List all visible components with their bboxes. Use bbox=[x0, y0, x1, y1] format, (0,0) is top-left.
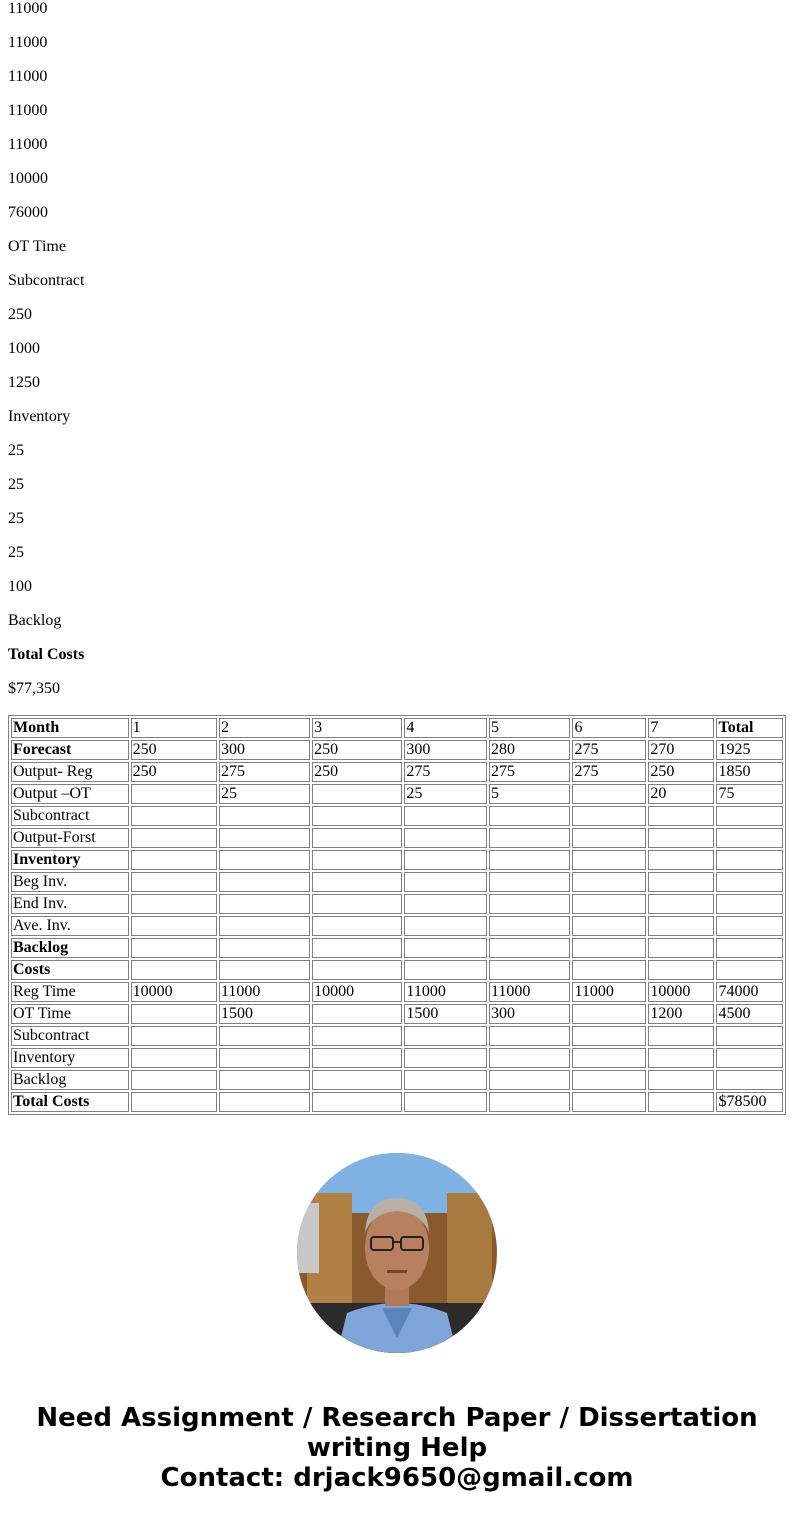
table-cell bbox=[648, 806, 714, 826]
table-cell bbox=[131, 784, 217, 804]
table-cell bbox=[131, 1092, 217, 1112]
row-label: Forecast bbox=[11, 740, 129, 760]
row-label: Subcontract bbox=[11, 1026, 129, 1046]
table-cell: 275 bbox=[572, 740, 646, 760]
table-cell bbox=[716, 1070, 783, 1090]
table-cell: 7 bbox=[648, 718, 714, 738]
footer-line-2: writing Help bbox=[306, 1433, 488, 1463]
text-line: 1250 bbox=[8, 374, 40, 391]
table-cell: 74000 bbox=[716, 982, 783, 1002]
table-cell bbox=[131, 1048, 217, 1068]
table-cell bbox=[219, 916, 310, 936]
table-cell bbox=[131, 894, 217, 914]
row-label: Output- Reg bbox=[11, 762, 129, 782]
table-cell bbox=[648, 828, 714, 848]
text-line: Inventory bbox=[8, 408, 71, 425]
table-cell bbox=[489, 938, 571, 958]
table-cell bbox=[219, 850, 310, 870]
text-line: 11000 bbox=[8, 68, 48, 85]
table-cell bbox=[572, 916, 646, 936]
table-cell: 11000 bbox=[572, 982, 646, 1002]
table-cell bbox=[572, 1092, 646, 1112]
table-row bbox=[11, 806, 783, 826]
table-cell bbox=[648, 894, 714, 914]
table-row bbox=[11, 1048, 783, 1068]
table-cell: 280 bbox=[489, 740, 571, 760]
table-cell: 300 bbox=[489, 1004, 571, 1024]
table-cell bbox=[219, 806, 310, 826]
table-cell: 1925 bbox=[716, 740, 783, 760]
table-row bbox=[11, 938, 783, 958]
table-cell bbox=[572, 784, 646, 804]
text-line: 250 bbox=[8, 306, 32, 323]
table-row bbox=[11, 784, 783, 804]
table-cell bbox=[716, 1026, 783, 1046]
table-cell bbox=[312, 828, 402, 848]
row-label: Costs bbox=[11, 960, 129, 980]
table-cell bbox=[404, 872, 487, 892]
table-cell bbox=[648, 1026, 714, 1046]
table-cell: 1200 bbox=[648, 1004, 714, 1024]
table-cell: 11000 bbox=[219, 982, 310, 1002]
table-cell bbox=[489, 1092, 571, 1112]
table-cell bbox=[404, 806, 487, 826]
table-cell bbox=[716, 894, 783, 914]
table-cell bbox=[312, 1004, 402, 1024]
table-cell bbox=[572, 1070, 646, 1090]
table-row bbox=[11, 960, 783, 980]
table-cell bbox=[131, 960, 217, 980]
table-cell bbox=[312, 1026, 402, 1046]
production-plan-table bbox=[8, 715, 786, 1115]
table-cell bbox=[312, 938, 402, 958]
table-cell: 250 bbox=[131, 762, 217, 782]
table-cell bbox=[131, 1026, 217, 1046]
table-cell bbox=[219, 828, 310, 848]
table-row bbox=[11, 916, 783, 936]
table-cell bbox=[489, 1070, 571, 1090]
text-line: OT Time bbox=[8, 238, 66, 255]
table-cell: 20 bbox=[648, 784, 714, 804]
table-cell bbox=[648, 916, 714, 936]
row-label: Backlog bbox=[11, 938, 129, 958]
table-cell bbox=[404, 916, 487, 936]
table-cell bbox=[716, 960, 783, 980]
table-cell: 275 bbox=[219, 762, 310, 782]
table-cell bbox=[648, 938, 714, 958]
table-cell bbox=[489, 1048, 571, 1068]
table-cell: 5 bbox=[489, 718, 571, 738]
table-row bbox=[11, 828, 783, 848]
table-cell: 300 bbox=[404, 740, 487, 760]
table-cell bbox=[716, 1048, 783, 1068]
table-cell bbox=[404, 1026, 487, 1046]
table-cell: 300 bbox=[219, 740, 310, 760]
table-cell bbox=[312, 850, 402, 870]
row-label: Total Costs bbox=[11, 1092, 129, 1112]
table-cell bbox=[312, 916, 402, 936]
table-cell bbox=[489, 960, 571, 980]
table-cell: 1500 bbox=[404, 1004, 487, 1024]
table-cell: 5 bbox=[489, 784, 571, 804]
table-cell: 4500 bbox=[716, 1004, 783, 1024]
table-cell: 250 bbox=[312, 740, 402, 760]
table-cell: 1500 bbox=[219, 1004, 310, 1024]
table-cell bbox=[489, 894, 571, 914]
row-label: End Inv. bbox=[11, 894, 129, 914]
text-lines bbox=[8, 0, 84, 714]
row-label: Output-Forst bbox=[11, 828, 129, 848]
table-cell: 4 bbox=[404, 718, 487, 738]
text-line: 100 bbox=[8, 578, 32, 595]
table-row bbox=[11, 1004, 783, 1024]
table-row bbox=[11, 740, 783, 760]
table-cell: 270 bbox=[648, 740, 714, 760]
table-cell bbox=[572, 1004, 646, 1024]
table-cell bbox=[219, 1092, 310, 1112]
table-cell bbox=[131, 828, 217, 848]
text-line: 11000 bbox=[8, 0, 48, 17]
table-cell bbox=[404, 894, 487, 914]
table-cell bbox=[489, 872, 571, 892]
table-row bbox=[11, 718, 783, 738]
table-cell bbox=[219, 960, 310, 980]
table-cell bbox=[648, 1092, 714, 1112]
table-cell: 1 bbox=[131, 718, 217, 738]
person-photo-icon bbox=[297, 1153, 497, 1353]
table-cell: 6 bbox=[572, 718, 646, 738]
table-row bbox=[11, 850, 783, 870]
footer-contact bbox=[0, 1403, 794, 1493]
text-line: 11000 bbox=[8, 102, 48, 119]
table-cell bbox=[489, 1026, 571, 1046]
table-cell bbox=[404, 1070, 487, 1090]
table-cell bbox=[648, 1048, 714, 1068]
table-cell: 25 bbox=[219, 784, 310, 804]
row-label: Reg Time bbox=[11, 982, 129, 1002]
table-row bbox=[11, 1070, 783, 1090]
table-cell bbox=[131, 806, 217, 826]
table-cell: 1850 bbox=[716, 762, 783, 782]
table-cell bbox=[716, 850, 783, 870]
text-line: Total Costs bbox=[8, 646, 85, 663]
table-row bbox=[11, 894, 783, 914]
table-cell bbox=[489, 850, 571, 870]
table-cell bbox=[131, 916, 217, 936]
table-cell: 10000 bbox=[131, 982, 217, 1002]
table-row bbox=[11, 982, 783, 1002]
table-cell bbox=[489, 828, 571, 848]
text-line: 25 bbox=[8, 510, 24, 527]
table-cell bbox=[131, 1070, 217, 1090]
table-cell bbox=[572, 1048, 646, 1068]
row-label: Month bbox=[11, 718, 129, 738]
table-cell: 11000 bbox=[489, 982, 571, 1002]
table-cell bbox=[716, 806, 783, 826]
table-cell bbox=[572, 806, 646, 826]
row-label: Output –OT bbox=[11, 784, 129, 804]
table-cell bbox=[648, 1070, 714, 1090]
text-line: Subcontract bbox=[8, 272, 85, 289]
table-cell bbox=[131, 850, 217, 870]
table-cell: 75 bbox=[716, 784, 783, 804]
table-row bbox=[11, 1092, 783, 1112]
table-cell: 250 bbox=[131, 740, 217, 760]
table-cell bbox=[404, 850, 487, 870]
table-cell bbox=[219, 1070, 310, 1090]
text-line: 1000 bbox=[8, 340, 40, 357]
table-cell bbox=[572, 850, 646, 870]
text-line: 11000 bbox=[8, 34, 48, 51]
table-cell: 275 bbox=[404, 762, 487, 782]
table-cell bbox=[489, 916, 571, 936]
table-cell bbox=[219, 894, 310, 914]
table-cell: 10000 bbox=[648, 982, 714, 1002]
table-cell bbox=[312, 784, 402, 804]
text-line: Backlog bbox=[8, 612, 62, 629]
row-label: Backlog bbox=[11, 1070, 129, 1090]
row-label: Ave. Inv. bbox=[11, 916, 129, 936]
table-cell bbox=[312, 960, 402, 980]
text-line: $77,350 bbox=[8, 680, 60, 697]
text-line: 25 bbox=[8, 544, 24, 561]
table-row bbox=[11, 872, 783, 892]
text-line: 25 bbox=[8, 476, 24, 493]
table-cell bbox=[572, 894, 646, 914]
table-cell: 275 bbox=[572, 762, 646, 782]
table-cell bbox=[404, 828, 487, 848]
table-cell: Total bbox=[716, 718, 783, 738]
table-row bbox=[11, 1026, 783, 1046]
table-cell bbox=[312, 894, 402, 914]
table-cell: 250 bbox=[312, 762, 402, 782]
table-cell bbox=[312, 1092, 402, 1112]
row-label: Inventory bbox=[11, 850, 129, 870]
table-cell: 275 bbox=[489, 762, 571, 782]
table-cell bbox=[131, 1004, 217, 1024]
table-cell bbox=[312, 1048, 402, 1068]
table-cell bbox=[404, 1048, 487, 1068]
table-cell bbox=[312, 872, 402, 892]
table-cell bbox=[716, 938, 783, 958]
table-cell bbox=[648, 960, 714, 980]
row-label: Subcontract bbox=[11, 806, 129, 826]
table-cell bbox=[648, 850, 714, 870]
table-cell bbox=[219, 938, 310, 958]
table-cell bbox=[648, 872, 714, 892]
table-cell bbox=[219, 1048, 310, 1068]
text-line: 10000 bbox=[8, 170, 48, 187]
table-cell bbox=[489, 806, 571, 826]
table-cell bbox=[131, 872, 217, 892]
table-row bbox=[11, 762, 783, 782]
table-cell: 3 bbox=[312, 718, 402, 738]
table-cell bbox=[312, 806, 402, 826]
row-label: Beg Inv. bbox=[11, 872, 129, 892]
text-line: 25 bbox=[8, 442, 24, 459]
footer-line-1: Need Assignment / Research Paper / Dissertation bbox=[36, 1403, 758, 1433]
row-label: Inventory bbox=[11, 1048, 129, 1068]
table-cell bbox=[404, 938, 487, 958]
table-cell bbox=[312, 1070, 402, 1090]
table-cell: 11000 bbox=[404, 982, 487, 1002]
table-cell bbox=[572, 828, 646, 848]
table-cell: $78500 bbox=[716, 1092, 783, 1112]
table-cell bbox=[404, 1092, 487, 1112]
table-cell bbox=[716, 872, 783, 892]
table-cell bbox=[572, 960, 646, 980]
table-cell: 10000 bbox=[312, 982, 402, 1002]
table-cell bbox=[572, 938, 646, 958]
table-cell bbox=[404, 960, 487, 980]
table-cell bbox=[572, 872, 646, 892]
table-cell: 250 bbox=[648, 762, 714, 782]
table-cell bbox=[572, 1026, 646, 1046]
table-cell bbox=[716, 828, 783, 848]
row-label: OT Time bbox=[11, 1004, 129, 1024]
table-cell bbox=[219, 1026, 310, 1046]
text-line: 11000 bbox=[8, 136, 48, 153]
avatar bbox=[297, 1153, 497, 1353]
table-cell: 2 bbox=[219, 718, 310, 738]
table-cell: 25 bbox=[404, 784, 487, 804]
table-cell bbox=[716, 916, 783, 936]
footer-line-3: Contact: drjack9650@gmail.com bbox=[160, 1463, 634, 1493]
table-cell bbox=[131, 938, 217, 958]
text-line: 76000 bbox=[8, 204, 48, 221]
table-cell bbox=[219, 872, 310, 892]
